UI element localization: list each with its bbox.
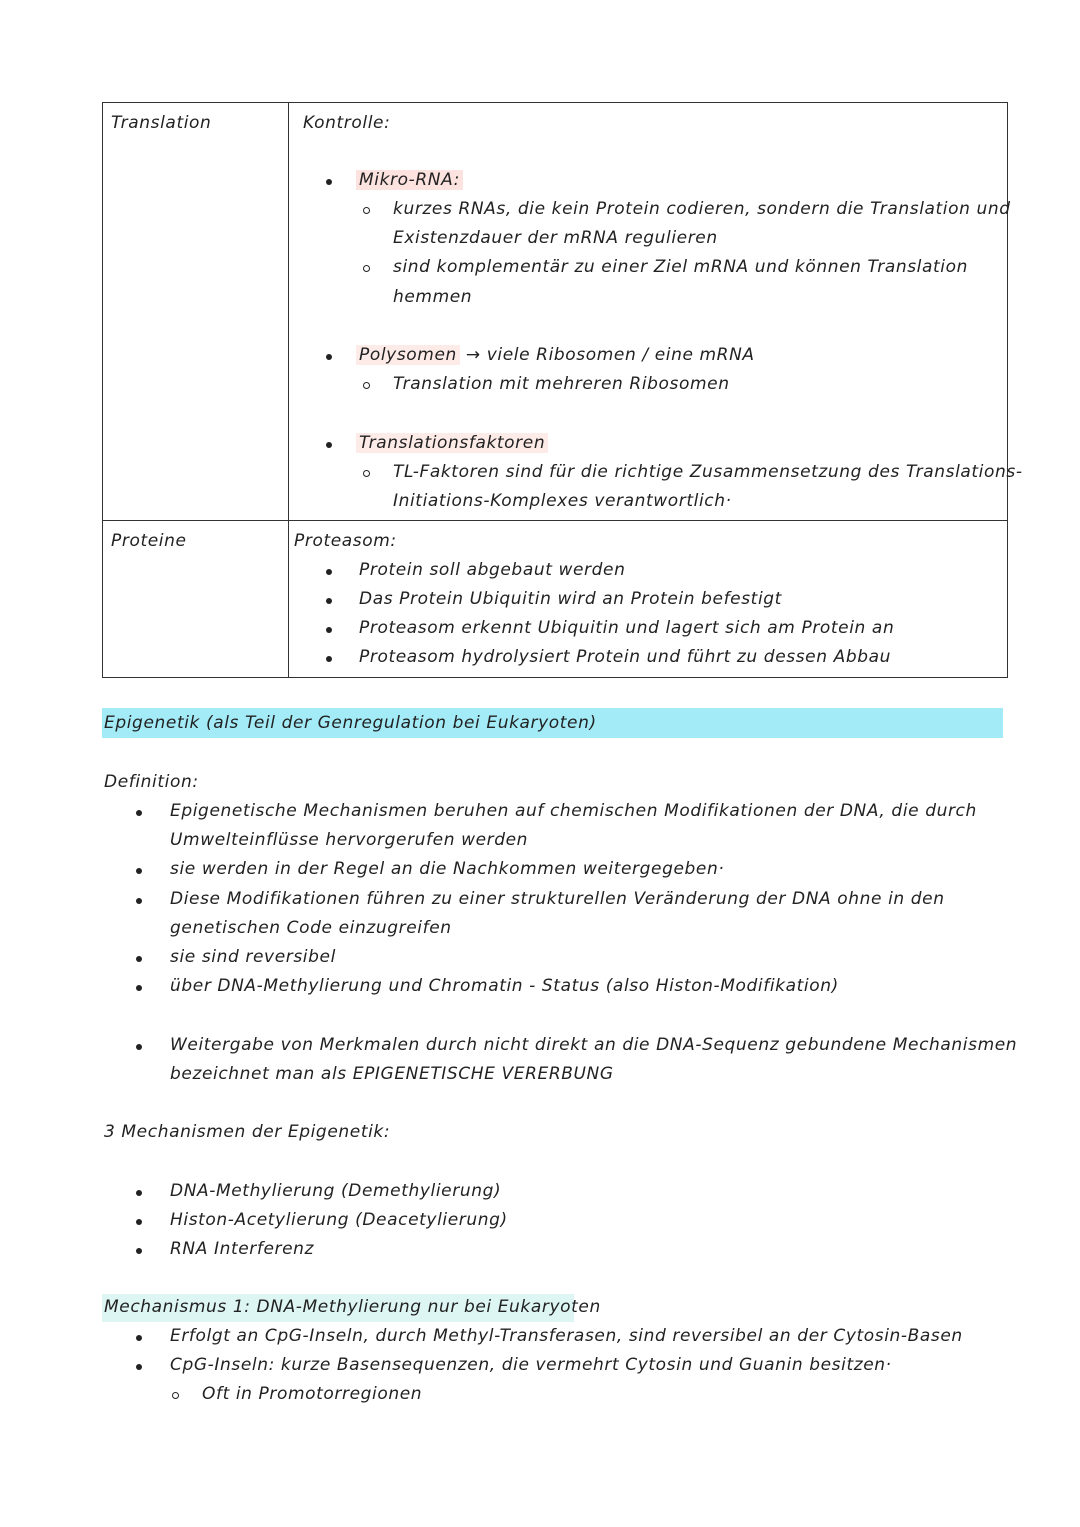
heading-proteasom: Proteasom: <box>294 531 397 551</box>
row-label-translation: Translation <box>111 113 212 133</box>
mechanism-item: RNA Interferenz <box>170 1239 315 1259</box>
bullet-icon <box>136 1190 142 1196</box>
mikro-rna-sub1-line2: Existenzdauer der mRNA regulieren <box>393 228 718 248</box>
definition-item-6-line2: bezeichnet man als EPIGENETISCHE VERERBUNG <box>170 1064 614 1084</box>
bullet-icon <box>326 442 332 448</box>
mikro-rna-sub2-line1: sind komplementär zu einer Ziel mRNA und können Translation <box>393 257 968 277</box>
bullet-icon <box>326 179 332 185</box>
table-row-translation <box>103 103 1008 521</box>
definition-item-3-line1: Diese Modifikationen führen zu einer strukturellen Veränderung der DNA ohne in den <box>170 889 945 909</box>
tl-faktoren-line2: Initiations-Komplexes verantwortlich· <box>393 491 732 511</box>
circle-bullet-icon <box>363 382 370 389</box>
bullet-icon <box>326 656 332 662</box>
definition-item-1-line2: Umwelteinflüsse hervorgerufen werden <box>170 830 529 850</box>
regulation-table <box>102 102 1023 678</box>
item-mikro-rna: Mikro-RNA: <box>356 170 463 190</box>
mechanism-item: Histon-Acetylierung (Deacetylierung) <box>170 1210 508 1230</box>
table-row-proteine <box>103 521 1008 678</box>
definition-item-2: sie werden in der Regel an die Nachkommen weitergegeben· <box>170 859 725 879</box>
bullet-icon <box>136 1219 142 1225</box>
row-label-proteine: Proteine <box>111 531 187 551</box>
polysomen-rest: → viele Ribosomen / eine mRNA <box>465 345 755 365</box>
bullet-icon <box>326 569 332 575</box>
row-content-cell <box>289 103 1023 521</box>
proteasom-item: Das Protein Ubiquitin wird an Protein befestigt <box>359 589 782 609</box>
definition-item-5: über DNA-Methylierung und Chromatin - Status (also Histon-Modifikation) <box>170 976 839 996</box>
mikro-rna-sub1-line1: kurzes RNAs, die kein Protein codieren, sondern die Translation und <box>393 199 1011 219</box>
mechanisms-label: 3 Mechanismen der Epigenetik: <box>104 1122 391 1142</box>
bullet-icon <box>136 1335 142 1341</box>
circle-bullet-icon <box>363 470 370 477</box>
circle-bullet-icon <box>363 265 370 272</box>
definition-item-4: sie sind reversibel <box>170 947 336 967</box>
polysomen-term: Polysomen <box>356 345 460 365</box>
mechanism-1-item-1: Erfolgt an CpG-Inseln, durch Methyl-Transferasen, sind reversibel an der Cytosin-Basen <box>170 1326 963 1346</box>
bullet-icon <box>136 1044 142 1050</box>
mechanism-1-title: Mechanismus 1: DNA-Methylierung nur bei Eukaryoten <box>104 1297 601 1317</box>
proteasom-item: Proteasom hydrolysiert Protein und führt zu dessen Abbau <box>359 647 892 667</box>
bullet-icon <box>136 985 142 991</box>
item-translationsfaktoren: Translationsfaktoren <box>356 433 548 453</box>
item-polysomen <box>356 345 755 365</box>
definition-item-6-line1: Weitergabe von Merkmalen durch nicht direkt an die DNA-Sequenz gebundene Mechanismen <box>170 1035 1018 1055</box>
heading-kontrolle: Kontrolle: <box>303 113 391 133</box>
polysomen-sub1: Translation mit mehreren Ribosomen <box>393 374 730 394</box>
tl-faktoren-line1: TL-Faktoren sind für die richtige Zusammensetzung des Translations- <box>393 462 1023 482</box>
bullet-icon <box>136 810 142 816</box>
bullet-icon <box>136 898 142 904</box>
bullet-icon <box>136 956 142 962</box>
row-label-cell <box>103 103 289 521</box>
proteasom-item: Protein soll abgebaut werden <box>359 560 626 580</box>
row-content-cell <box>289 521 1008 678</box>
mikro-rna-sub2-line2: hemmen <box>393 287 473 307</box>
row-label-cell <box>103 521 289 678</box>
mechanism-item: DNA-Methylierung (Demethylierung) <box>170 1181 502 1201</box>
section-title-epigenetik: Epigenetik (als Teil der Genregulation bei Eukaryoten) <box>104 713 597 733</box>
mechanism-1-item-2: CpG-Inseln: kurze Basensequenzen, die vermehrt Cytosin und Guanin besitzen· <box>170 1355 892 1375</box>
bullet-icon <box>136 868 142 874</box>
definition-label: Definition: <box>104 772 199 792</box>
bullet-icon <box>326 598 332 604</box>
proteasom-item: Proteasom erkennt Ubiquitin und lagert sich am Protein an <box>359 618 895 638</box>
bullet-icon <box>326 627 332 633</box>
circle-bullet-icon <box>363 207 370 214</box>
bullet-icon <box>136 1248 142 1254</box>
circle-bullet-icon <box>172 1392 179 1399</box>
bullet-icon <box>136 1364 142 1370</box>
definition-item-3-line2: genetischen Code einzugreifen <box>170 918 452 938</box>
mechanism-1-sub-1: Oft in Promotorregionen <box>202 1384 423 1404</box>
definition-item-1-line1: Epigenetische Mechanismen beruhen auf chemischen Modifikationen der DNA, die durch <box>170 801 977 821</box>
bullet-icon <box>326 354 332 360</box>
